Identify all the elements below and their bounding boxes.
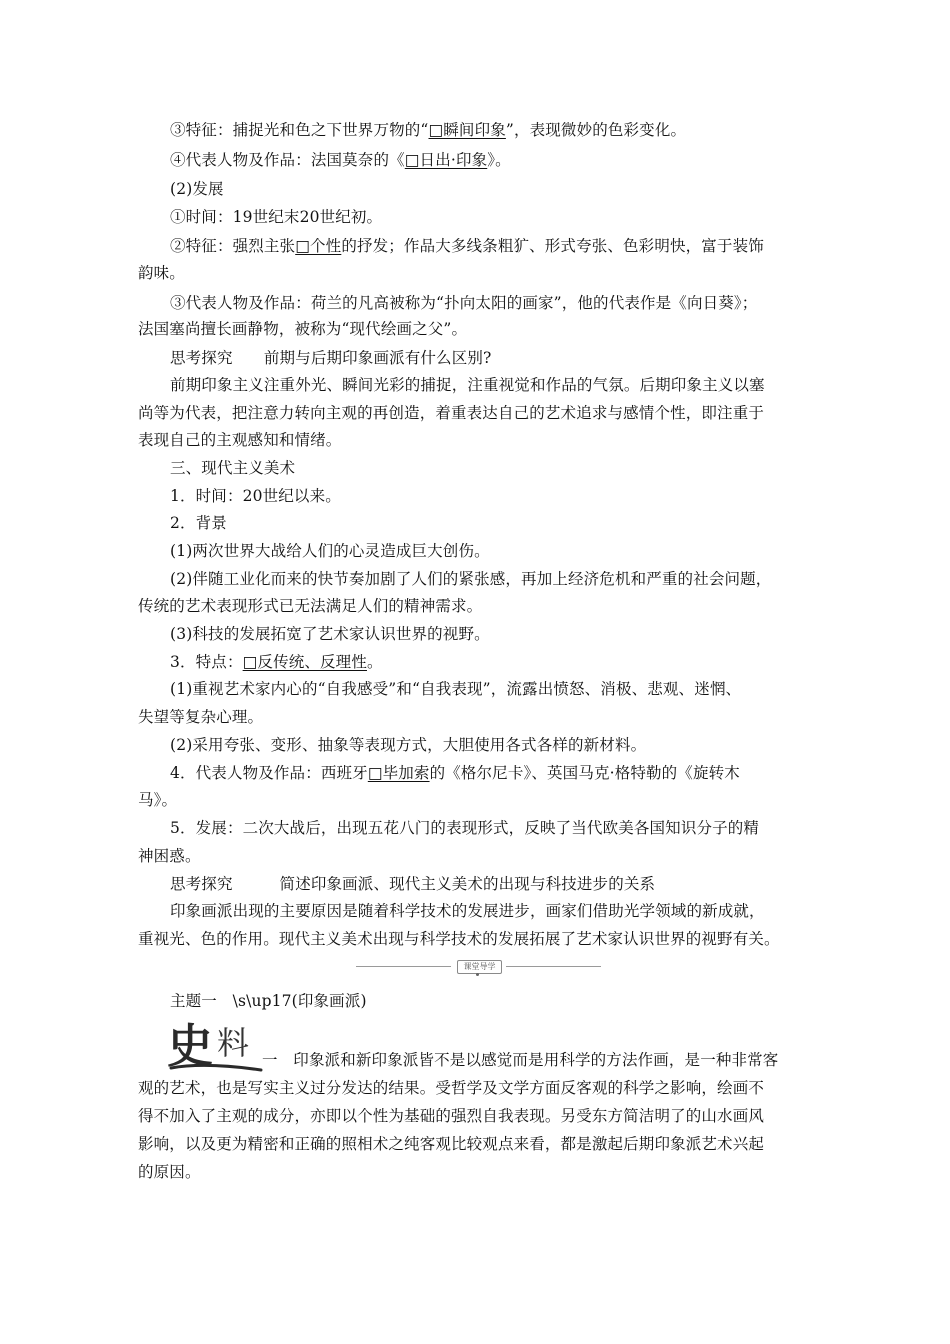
topic-heading: 主题一 \s\up17(印象画派): [170, 992, 367, 1010]
source-line: 影响，以及更为精密和正确的照相术之纯客观比较观点来看，都是激起后期印象派艺术兴起: [138, 1135, 765, 1153]
text-line: (2)伴随工业化而来的快节奏加剧了人们的紧张感，再加上经济危机和严重的社会问题，: [170, 570, 772, 588]
text-line: 表现自己的主观感知和情绪。: [138, 431, 342, 449]
text-line: 5．发展：二次大战后，出现五花八门的表现形式，反映了当代欧美各国知识分子的精: [170, 819, 760, 837]
text-line: (1)两次世界大战给人们的心灵造成巨大创伤。: [170, 542, 490, 560]
text-line: ③特征：捕捉光和色之下世界万物的“□瞬间印象”，表现微妙的色彩变化。: [170, 121, 687, 139]
text-line: 思考探究 简述印象画派、现代主义美术的出现与科技进步的关系: [170, 875, 656, 893]
text-line: (3)科技的发展拓宽了艺术家认识世界的视野。: [170, 625, 490, 643]
text-line: 4．代表人物及作品：西班牙□毕加索的《格尔尼卡》、英国马克·格特勒的《旋转木: [170, 764, 740, 782]
text-line: 重视光、色的作用。现代主义美术出现与科学技术的发展拓展了艺术家认识世界的视野有关。: [138, 930, 780, 948]
source-material-logo: [165, 1018, 265, 1074]
text-line: 印象画派出现的主要原因是随着科学技术的发展进步，画家们借助光学领域的新成就，: [170, 902, 765, 920]
fill-in-answer: □毕加索: [367, 764, 430, 782]
text-line: 法国塞尚擅长画静物，被称为“现代绘画之父”。: [138, 320, 468, 338]
text-line: 2．背景: [170, 514, 227, 532]
separator-rule-right: [506, 966, 601, 967]
logo-char-1: 史: [167, 1019, 213, 1073]
fill-in-answer: □个性: [295, 237, 342, 255]
source-line: 观的艺术，也是写实主义过分发达的结果。受哲学及文学方面反客观的科学之影响，绘画不: [138, 1079, 765, 1097]
text-line: (1)重视艺术家内心的“自我感受”和“自我表现”，流露出愤怒、消极、悲观、迷惘、: [170, 680, 742, 698]
text-line: (2)采用夸张、变形、抽象等表现方式，大胆使用各式各样的新材料。: [170, 736, 647, 754]
text-line: ③代表人物及作品：荷兰的凡高被称为“扑向太阳的画家”，他的代表作是《向日葵》；: [170, 294, 758, 312]
section-separator: [356, 960, 601, 974]
separator-label: 课堂导学: [457, 960, 502, 974]
fill-in-answer: □反传统、反理性: [242, 653, 367, 671]
text-line: 尚等为代表，把注意力转向主观的再创造，着重表达自己的艺术追求与感情个性，即注重于: [138, 404, 765, 422]
text-line: 3．特点：□反传统、反理性。: [170, 653, 383, 671]
text-line: ①时间：19世纪末20世纪初。: [170, 208, 383, 226]
text-line: 前期印象主义注重外光、瞬间光彩的捕捉，注重视觉和作品的气氛。后期印象主义以塞: [170, 376, 765, 394]
separator-rule-left: [356, 966, 451, 967]
text-line: 神困惑。: [138, 847, 201, 865]
separator-dot: [476, 973, 479, 976]
source-line: 的原因。: [138, 1163, 201, 1181]
text-line: 马》。: [138, 791, 178, 809]
text-line: 思考探究 前期与后期印象画派有什么区别?: [170, 349, 492, 367]
text-line: 1．时间：20世纪以来。: [170, 487, 341, 505]
logo-char-2: 料: [217, 1024, 250, 1062]
text-line: ②特征：强烈主张□个性的抒发；作品大多线条粗犷、形式夸张、色彩明快，富于装饰: [170, 237, 764, 255]
source-line: 一 印象派和新印象派皆不是以感觉而是用科学的方法作画，是一种非常客: [262, 1051, 779, 1069]
text-line: 三、现代主义美术: [170, 459, 296, 477]
text-line: 传统的艺术表现形式已无法满足人们的精神需求。: [138, 597, 483, 615]
fill-in-answer: □瞬间印象: [428, 121, 506, 139]
source-line: 得不加入了主观的成分，亦即以个性为基础的强烈自我表现。另受东方简洁明了的山水画风: [138, 1107, 765, 1125]
text-line: ④代表人物及作品：法国莫奈的《□日出·印象》。: [170, 151, 511, 169]
text-line: 韵味。: [138, 264, 185, 282]
text-line: 失望等复杂心理。: [138, 708, 264, 726]
fill-in-answer: □日出·印象: [404, 151, 488, 169]
text-line: (2)发展: [170, 180, 224, 198]
